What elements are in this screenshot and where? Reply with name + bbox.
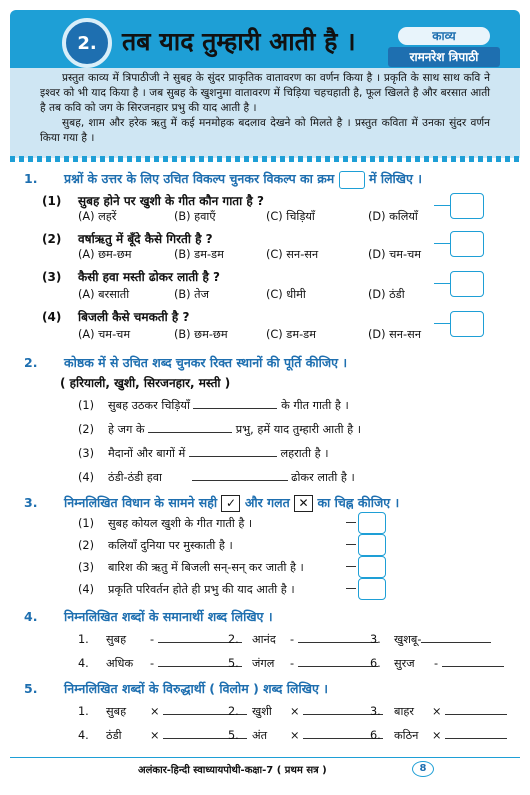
q5-word-6: 6. कठिन × <box>370 728 507 743</box>
q1-3-option-d: (D) ठंडी <box>368 288 405 301</box>
answer-connector <box>434 323 450 324</box>
answer-connector <box>434 205 450 206</box>
q1-2-option-d: (D) चम-चम <box>368 248 422 261</box>
q1-2-option-b: (B) डम-डम <box>174 248 224 261</box>
q1-1-option-d: (D) कलियाँ <box>368 210 418 223</box>
answer-connector <box>434 283 450 284</box>
q4-word-1: 1. सुबह - <box>78 632 242 647</box>
q1-item-4: (4) बिजली कैसे चमकती है ? <box>42 310 190 324</box>
q4-word-3: 3. खुशबू- <box>370 632 491 647</box>
q1-4-option-c: (C) डम-डम <box>266 328 316 341</box>
q1-4-option-a: (A) चम-चम <box>78 328 131 341</box>
q1-1-option-c: (C) चिड़ियाँ <box>266 210 315 223</box>
question-3-title: 3. निम्नलिखित विधान के सामने सही ✓ और गलत ✕ का चिह्न कीजिए । <box>24 495 400 510</box>
fill-blank-line[interactable] <box>189 456 277 457</box>
footer-divider <box>10 757 520 758</box>
answer-line[interactable] <box>298 666 378 667</box>
q1-2-option-c: (C) सन-सन <box>266 248 319 261</box>
q1-4-option-d: (D) सन-सन <box>368 328 421 341</box>
intro-paragraph-2: सुबह, शाम और हरेक ऋतु में कई मनमोहक बदलाव देखने को मिलते है । प्रस्तुत कविता में उनका सुंदर वर्णन किया गया है । <box>40 117 490 144</box>
footer-text: अलंकार-हिन्दी स्वाध्यायपोथी-कक्षा-7 ( प्रथम सत्र ) <box>138 765 327 776</box>
q1-item-2: (2) वर्षाऋतु में बूँदे कैसे गिरती है ? <box>42 232 213 246</box>
q3-2-answer-box[interactable] <box>358 534 386 556</box>
q4-word-2: 2. आनंद - <box>228 632 378 647</box>
answer-connector <box>346 522 356 523</box>
page-title: तब याद तुम्हारी आती है । <box>122 27 356 56</box>
q4-word-6: 6. सुरज - <box>370 656 504 671</box>
q1-1-option-a: (A) लहरें <box>78 210 117 223</box>
q1-3-option-b: (B) तेज <box>174 288 209 301</box>
divider <box>10 156 520 162</box>
tick-mark-icon: ✓ <box>221 495 240 512</box>
intro-paragraph-1: प्रस्तुत काव्य में त्रिपाठीजी ने सुबह के सुंदर प्राकृतिक वातावरण का वर्णन किया है । प्रकृति के साथ साथ कवि ने इश्वर को भी याद किया है । जब सुबह के खुशनुमा वातावरण में चिड़िया चहचहाती है, फूल खिलते है और बरसात आती है तब कवि को जग के सिरजनहार प्रभु की याद आती है । <box>40 72 490 114</box>
q1-2-option-a: (A) छम-छम <box>78 248 132 261</box>
q1-3-answer-box[interactable] <box>450 271 484 297</box>
q1-1-answer-box[interactable] <box>450 193 484 219</box>
q5-word-5: 5. अंत × <box>228 728 383 743</box>
q3-item-3: (3) बारिश की ऋतु में बिजली सन्-सन् कर जाती है । <box>78 561 304 574</box>
q1-3-option-c: (C) धीमी <box>266 288 306 301</box>
lesson-number: 2. <box>62 18 112 68</box>
q3-3-answer-box[interactable] <box>358 556 386 578</box>
q2-item-4: (4) ठंडी-ठंडी हवा ढोकर लाती है । <box>78 471 355 484</box>
q5-word-2: 2. खुशी × <box>228 704 383 719</box>
question-5-title: 5. निम्नलिखित शब्दों के विरुद्धार्थी ( विलोम ) शब्द लिखिए । <box>24 681 328 696</box>
q3-item-4: (4) प्रकृति परिवर्तन होते ही प्रभु की याद आती है । <box>78 583 295 596</box>
q5-word-1: 1. सुबह × <box>78 704 247 719</box>
fill-blank-line[interactable] <box>193 408 277 409</box>
q3-1-answer-box[interactable] <box>358 512 386 534</box>
q1-4-answer-box[interactable] <box>450 311 484 337</box>
fill-blank-line[interactable] <box>148 432 232 433</box>
answer-connector <box>346 588 356 589</box>
answer-line[interactable] <box>298 642 378 643</box>
inline-answer-box <box>339 171 365 189</box>
q1-3-option-a: (A) बरसाती <box>78 288 130 301</box>
answer-connector <box>346 544 356 545</box>
q5-word-3: 3. बाहर × <box>370 704 507 719</box>
cross-mark-icon: ✕ <box>294 495 313 512</box>
intro-box <box>10 68 520 158</box>
answer-connector <box>346 566 356 567</box>
q2-item-2: (2) हे जग के प्रभु, हमें याद तुम्हारी आती है । <box>78 423 362 436</box>
question-1-title: 1. प्रश्नों के उत्तर के लिए उचित विकल्प चुनकर विकल्प का क्रम में लिखिए । <box>24 170 422 189</box>
q5-word-4: 4. ठंडी × <box>78 728 247 743</box>
answer-connector <box>434 243 450 244</box>
answer-line[interactable] <box>442 666 504 667</box>
q1-4-option-b: (B) छम-छम <box>174 328 228 341</box>
fill-blank-line[interactable] <box>192 480 288 481</box>
q4-word-4: 4. अधिक - <box>78 656 242 671</box>
question-4-title: 4. निम्नलिखित शब्दों के समानार्थी शब्द लिखिए । <box>24 609 273 624</box>
q3-item-1: (1) सुबह कोयल खुशी के गीत गाती है । <box>78 517 253 530</box>
q2-word-bank: ( हरियाली, खुशी, सिरजनहार, मस्ती ) <box>60 376 231 390</box>
q2-item-3: (3) मैदानों और बागों में लहराती है । <box>78 447 329 460</box>
page-number: 8 <box>412 761 434 777</box>
q2-item-1: (1) सुबह उठकर चिड़ियाँ के गीत गाती है । <box>78 399 349 412</box>
answer-line[interactable] <box>445 714 507 715</box>
q4-word-5: 5. जंगल - <box>228 656 378 671</box>
answer-line[interactable] <box>445 738 507 739</box>
q3-4-answer-box[interactable] <box>358 578 386 600</box>
question-2-title: 2. कोष्ठक में से उचित शब्द चुनकर रिक्त स्थानों की पूर्ति कीजिए । <box>24 355 348 370</box>
q1-item-3: (3) कैसी हवा मस्ती ढोकर लाती है ? <box>42 270 220 284</box>
q1-2-answer-box[interactable] <box>450 231 484 257</box>
author-tag: रामनरेश त्रिपाठी <box>388 47 500 67</box>
genre-tag: काव्य <box>398 27 490 45</box>
q1-1-option-b: (B) हवाएँ <box>174 210 216 223</box>
q3-item-2: (2) कलियाँ दुनिया पर मुस्काती है । <box>78 539 233 552</box>
answer-line[interactable] <box>421 642 491 643</box>
q1-item-1: (1) सुबह होने पर खुशी के गीत कौन गाता है ? <box>42 194 264 208</box>
